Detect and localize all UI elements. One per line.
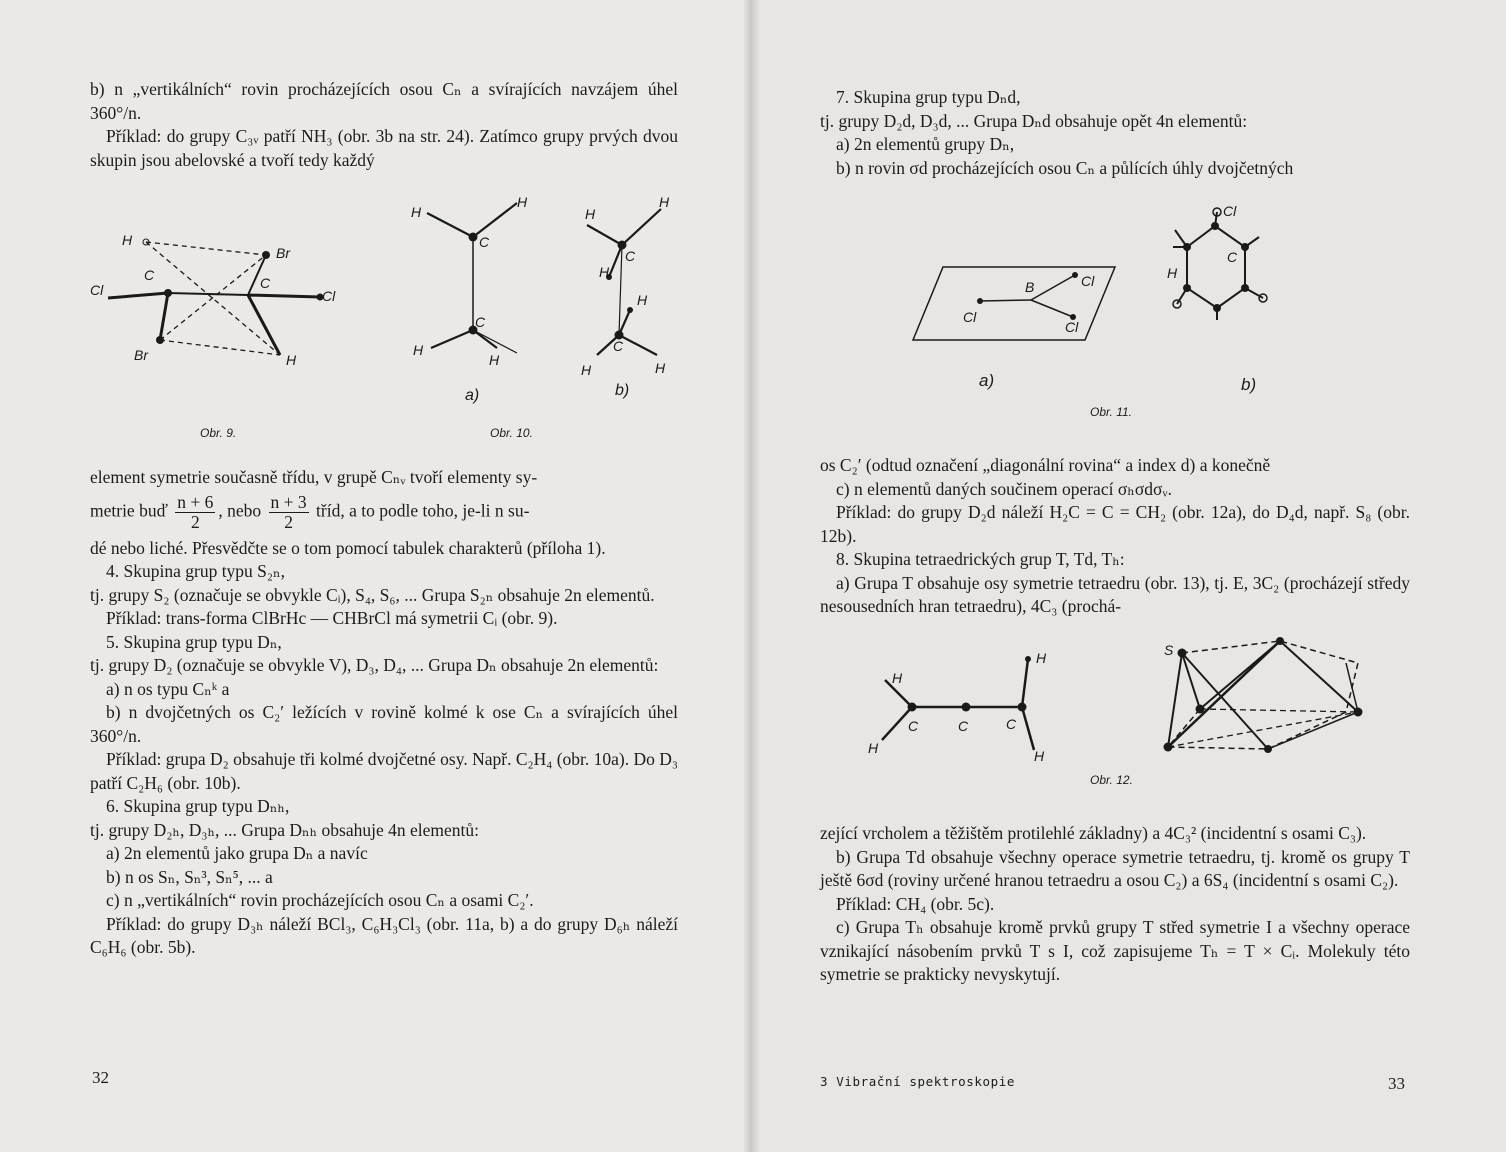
figure-10-caption: Obr. 10.: [490, 426, 533, 440]
paragraph: Příklad: do grupy C₃ᵥ patří NH₃ (obr. 3b na str. 24). Zatímco grupy prvých dvou skupin jsou abelovské a tvoří tedy každý: [90, 126, 678, 170]
label: Br: [134, 347, 148, 363]
left-top-text: [90, 78, 678, 172]
paragraph: b) n os Sₙ, Sₙ³, Sₙ⁵, ... a: [106, 866, 273, 887]
label: H: [585, 206, 596, 222]
label: B: [1025, 279, 1035, 295]
paragraph: c) Grupa Tₕ obsahuje kromě prvků grupy T střed symetrie I a všechny operace vznikající násobením prvků T s I, což zapisujeme Tₕ = T × Cᵢ. Molekuly této symetrie se prakticky nevyskytují.: [820, 917, 1410, 984]
heading: 5. Skupina grup typu Dₙ,: [106, 631, 282, 652]
fraction-denominator: 2: [284, 511, 293, 532]
right-top-text: [820, 86, 1410, 180]
label: Cl: [1223, 203, 1237, 219]
label: H: [892, 670, 903, 686]
fraction-numerator: n + 6: [177, 491, 214, 512]
label: Cl: [322, 288, 336, 304]
label: C: [144, 267, 155, 283]
label: C: [475, 314, 486, 330]
label: C: [613, 338, 624, 354]
label: H: [411, 204, 422, 220]
paragraph: zející vrcholem a těžištěm protilehlé základny) a 4C₃² (incidentní s osami C₃).: [820, 823, 1367, 843]
paragraph: b) n rovin σd procházejících osou Cₙ a půlících úhly dvojčetných: [836, 157, 1294, 178]
heading: 8. Skupina tetraedrických grup T, Td, Tₕ:: [836, 549, 1125, 569]
label: H: [637, 292, 648, 308]
paragraph: Příklad: grupa D₂ obsahuje tři kolmé dvojčetné osy. Např. C₂H₄ (obr. 10a). Do D₃ patří C₂H₆ (obr. 10b).: [90, 749, 678, 793]
paragraph: Příklad: do grupy D₂d náleží H₂C = C = CH₂ (obr. 12a), do D₄d, např. S₈ (obr. 12b).: [820, 502, 1410, 546]
label: S: [1164, 642, 1174, 658]
paragraph: a) Grupa T obsahuje osy symetrie tetraedru (obr. 13), tj. E, 3C₂ (procházejí středy nesousedních hran tetraedru), 4C₃ (prochá-: [820, 572, 1410, 616]
paragraph: Příklad: CH₄ (obr. 5c).: [836, 893, 995, 914]
paragraph: c) n elementů daných součinem operací σₕσdσᵥ.: [836, 478, 1172, 499]
label: H: [489, 352, 500, 368]
figure-10-diagram: [405, 194, 705, 404]
heading: 4. Skupina grup typu S₂ₙ,: [106, 561, 285, 581]
label: H: [1034, 748, 1045, 764]
paragraph: tj. grupy S₂ (označuje se obvykle Cᵢ), S₄, S₆, ... Grupa S₂ₙ obsahuje 2n elementů.: [90, 584, 655, 605]
label: Cl: [1081, 273, 1095, 289]
label: C: [260, 275, 271, 291]
figure-11-diagram: [905, 200, 1325, 394]
page-number-right: 33: [1388, 1074, 1405, 1093]
fraction-denominator: 2: [190, 511, 200, 532]
fraction-numerator: n + 3: [270, 491, 307, 512]
paragraph: c) n „vertikálních“ rovin procházejících osou Cₙ a osami C₂′.: [106, 890, 534, 910]
label: H: [1036, 650, 1047, 666]
paragraph: tj. grupy D₂ₕ, D₃ₕ, ... Grupa Dₙₕ obsahuje 4n elementů:: [90, 819, 480, 840]
paragraph: b) Grupa Td obsahuje všechny operace symetrie tetraedru, tj. kromě os grupy T ještě 6σd (roviny určené hranou tetraedru a osou C₂) a 6S₄ (incidentní s osami C₂).: [820, 846, 1410, 890]
label: C: [479, 234, 490, 250]
formula-text: metrie buď: [90, 500, 168, 521]
paragraph: b) n dvojčetných os C₂′ ležících v rovině kolmé k ose Cₙ a svírajících úhel 360°/n.: [90, 702, 678, 746]
label: H: [122, 232, 133, 248]
figure-12-diagram: [860, 635, 1380, 775]
paragraph: dé nebo liché. Přesvědčte se o tom pomocí tabulek charakterů (příloha 1).: [90, 537, 606, 558]
heading: 6. Skupina grup typu Dₙₕ,: [106, 796, 290, 816]
label: C: [958, 718, 969, 734]
heading: 7. Skupina grup typu Dₙd,: [836, 87, 1021, 107]
figure-11-caption: Obr. 11.: [1090, 405, 1133, 419]
label: H: [599, 264, 610, 280]
paragraph: a) n os typu Cₙᵏ a: [106, 678, 230, 699]
right-middle-text: [820, 454, 1410, 619]
label: C: [1227, 249, 1238, 265]
label: H: [517, 194, 528, 210]
fraction: [269, 493, 309, 532]
formula-line: [90, 493, 678, 532]
paragraph: a) 2n elementů grupy Dₙ,: [836, 134, 1015, 154]
label: H: [1167, 265, 1178, 281]
label: H: [655, 360, 666, 376]
subfigure-label: a): [465, 387, 480, 404]
paragraph: a) 2n elementů jako grupa Dₙ a navíc: [106, 843, 368, 863]
subfigure-label: b): [1241, 375, 1257, 394]
running-footer: 3 Vibrační spektroskopie: [820, 1074, 1016, 1089]
figure-12-caption: Obr. 12.: [1090, 773, 1133, 787]
paragraph: element symetrie současně třídu, v grupě Cₙᵥ tvoří elementy sy-: [90, 467, 538, 487]
paragraph: tj. grupy D₂d, D₃d, ... Grupa Dₙd obsahuje opět 4n elementů:: [820, 110, 1248, 131]
label: Cl: [1065, 319, 1079, 335]
left-main-text: [90, 466, 678, 960]
label: H: [413, 342, 424, 358]
formula-text: , nebo: [218, 500, 262, 521]
page-number-left: 32: [92, 1068, 109, 1087]
figure-9-caption: Obr. 9.: [200, 426, 237, 440]
label: H: [286, 352, 297, 368]
label: C: [1006, 716, 1017, 732]
label: C: [908, 718, 919, 734]
figure-9-diagram: [88, 225, 336, 375]
label: Cl: [90, 282, 104, 298]
fraction: [175, 493, 215, 532]
label: Br: [276, 245, 290, 261]
label: Cl: [963, 309, 977, 325]
paragraph: b) n „vertikálních“ rovin procházejících osou Cₙ a svírajících navzájem úhel 360°/n.: [90, 79, 678, 123]
formula-text: tříd, a to podle toho, je-li n su-: [316, 500, 530, 521]
label: H: [659, 194, 670, 210]
label: H: [581, 362, 592, 378]
label: H: [868, 740, 879, 756]
paragraph: os C₂′ (odtud označení „diagonální rovina“ a index d) a konečně: [820, 455, 1271, 475]
paragraph: Příklad: trans-forma ClBrHc — CHBrCl má symetrii Cᵢ (obr. 9).: [106, 608, 558, 628]
paragraph: Příklad: do grupy D₃ₕ náleží BCl₃, C₆H₃Cl₃ (obr. 11a, b) a do grupy D₆ₕ náleží C₆H₆ (obr. 5b).: [90, 913, 678, 957]
subfigure-label: b): [615, 382, 630, 399]
paragraph: tj. grupy D₂ (označuje se obvykle V), D₃, D₄, ... Grupa Dₙ obsahuje 2n elementů:: [90, 655, 659, 675]
right-bottom-text: [820, 822, 1410, 987]
label: C: [625, 248, 636, 264]
subfigure-label: a): [979, 371, 995, 390]
book-spine: [744, 0, 760, 1152]
